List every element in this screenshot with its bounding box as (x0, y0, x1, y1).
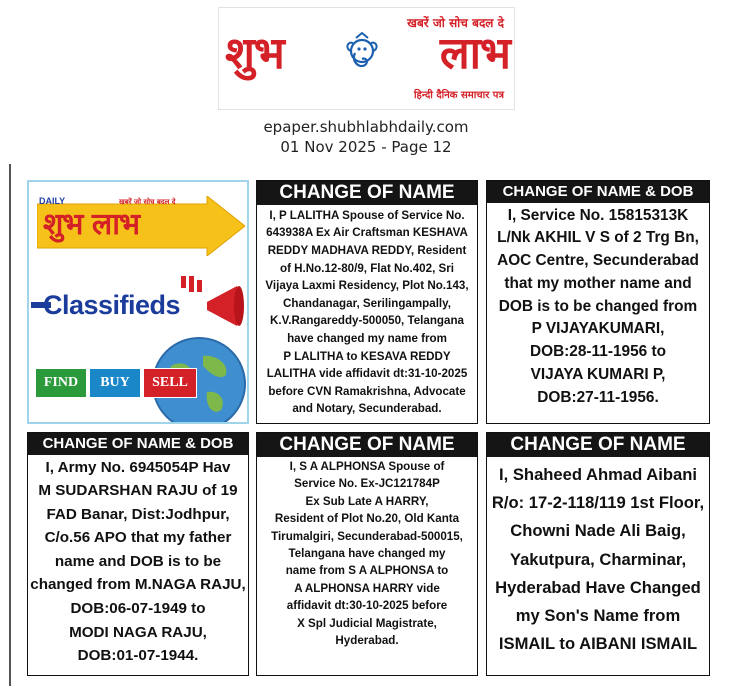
ad-line: before CVN Ramakrishna, Advocate (268, 384, 466, 398)
ad-line: M SUDARSHAN RAJU of 19 (38, 482, 238, 500)
ad-heading: CHANGE OF NAME (257, 181, 477, 205)
ad-line: DOB:27-11-1956. (537, 388, 659, 406)
ad-line: X Spl Judicial Magistrate, (297, 616, 437, 630)
ad-line: Service No. Ex-JC121784P (294, 477, 440, 491)
ad-line: and Notary, Secunderabad. (292, 402, 442, 416)
ad-line: P VIJAYAKUMARI, (531, 320, 665, 338)
ad-line: ISMAIL to AIBANI ISMAIL (498, 634, 698, 654)
logo-word-right: लाभ (439, 28, 510, 79)
classified-ad (256, 180, 478, 424)
column-rule (9, 164, 11, 686)
ad-line: I, P LALITHA Spouse of Service No. (269, 208, 465, 222)
promo-daily-label: DAILY (39, 196, 66, 206)
edition-date-page: 01 Nov 2025 - Page 12 (280, 138, 452, 156)
ad-line: K.V.Rangareddy-500050, Telangana (270, 314, 464, 328)
ad-line: P LALITHA to KESAVA REDDY (283, 349, 451, 363)
ad-heading: CHANGE OF NAME & DOB (28, 433, 248, 455)
ad-line: Hyderabad. (335, 633, 399, 647)
classified-ad (486, 180, 710, 424)
ad-line: LALITHA vide affidavit dt:31-10-2025 (266, 367, 468, 381)
ad-line: I, S A ALPHONSA Spouse of (289, 459, 445, 473)
ad-line: Vijaya Laxmi Residency, Plot No.143, (265, 279, 469, 293)
ad-heading: CHANGE OF NAME (257, 433, 477, 457)
ad-body (487, 203, 709, 410)
ad-line: 643938A Ex Air Craftsman KESHAVA (266, 226, 468, 240)
ad-line: name and DOB is to be (54, 552, 222, 570)
ad-line: C/o.56 APO that my father (44, 529, 232, 547)
ad-line: that my mother name and (504, 274, 692, 292)
ad-line: VIJAYA KUMARI P, (530, 366, 666, 384)
epaper-url[interactable]: epaper.shubhlabhdaily.com (263, 118, 469, 136)
ad-line: DOB:01-07-1944. (77, 647, 199, 665)
ad-body (28, 455, 248, 668)
classified-ad (486, 432, 710, 676)
ad-line: Chowni Nade Ali Baig, (510, 521, 686, 541)
find-tile: FIND (35, 368, 87, 398)
ad-body (487, 457, 709, 658)
ad-line: Ex Sub Late A HARRY, (305, 494, 429, 508)
ad-line: Yakutpura, Charminar, (509, 549, 687, 569)
masthead-logo (218, 7, 515, 110)
ganesha-icon (339, 31, 385, 77)
ad-line: my Son's Name from (515, 605, 681, 625)
ad-line: I, Army No. 6945054P Hav (45, 458, 231, 476)
sell-tile: SELL (143, 368, 197, 398)
ad-line: Telangana have changed my (288, 546, 446, 560)
masthead-subline: हिन्दी दैनिक समाचार पत्र (413, 90, 504, 101)
ad-line: REDDY MADHAVA REDDY, Resident (267, 244, 467, 258)
ad-line: L/Nk AKHIL V S of 2 Trg Bn, (497, 229, 699, 247)
ad-line: name from S A ALPHONSA to (285, 564, 449, 578)
classified-ad (27, 432, 249, 676)
ad-line: DOB:06-07-1949 to (70, 600, 206, 618)
ad-line: of H.No.12-80/9, Flat No.402, Sri (280, 261, 454, 275)
ad-body (257, 205, 477, 418)
ad-line: DOB is to be changed from (498, 297, 698, 315)
ad-line: FAD Banar, Dist:Jodhpur, (46, 505, 230, 523)
ad-line: R/o: 17-2-118/119 1st Floor, (491, 493, 705, 513)
ad-line: A ALPHONSA HARRY vide (294, 581, 440, 595)
promo-classifieds-title: Classifieds (43, 290, 181, 320)
masthead-wordmark (225, 22, 510, 86)
ad-heading: CHANGE OF NAME & DOB (487, 181, 709, 203)
ad-line: I, Shaheed Ahmad Aibani (499, 464, 697, 484)
ad-line: changed from M.NAGA RAJU, (30, 576, 246, 594)
ad-line: Resident of Plot No.20, Old Kanta (274, 512, 460, 526)
ad-line: Tirumalgiri, Secunderabad-500015, (271, 529, 463, 543)
ad-line: I, Service No. 15815313K (507, 206, 689, 224)
ad-line: affidavit dt:30-10-2025 before (286, 599, 448, 613)
ad-line: have changed my name from (287, 332, 447, 346)
buy-tile: BUY (89, 368, 141, 398)
logo-word-left: शुभ (225, 28, 284, 79)
ad-line: Chandanagar, Serilingampally, (283, 296, 451, 310)
ad-line: MODI NAGA RAJU, (69, 623, 207, 641)
promo-tagline: खबरें जो सोच बदल दे (119, 198, 176, 206)
ad-body (257, 457, 477, 649)
masthead-tagline: खबरें जो सोच बदल दे (407, 16, 504, 30)
promo-logo: शुभ लाभ (43, 207, 140, 242)
classified-ad (256, 432, 478, 676)
ad-line: Hyderabad Have Changed (495, 577, 701, 597)
ad-line: AOC Centre, Secunderabad (497, 252, 699, 270)
classifieds-promo (27, 180, 249, 424)
ad-heading: CHANGE OF NAME (487, 433, 709, 457)
ad-line: DOB:28-11-1956 to (529, 343, 666, 361)
